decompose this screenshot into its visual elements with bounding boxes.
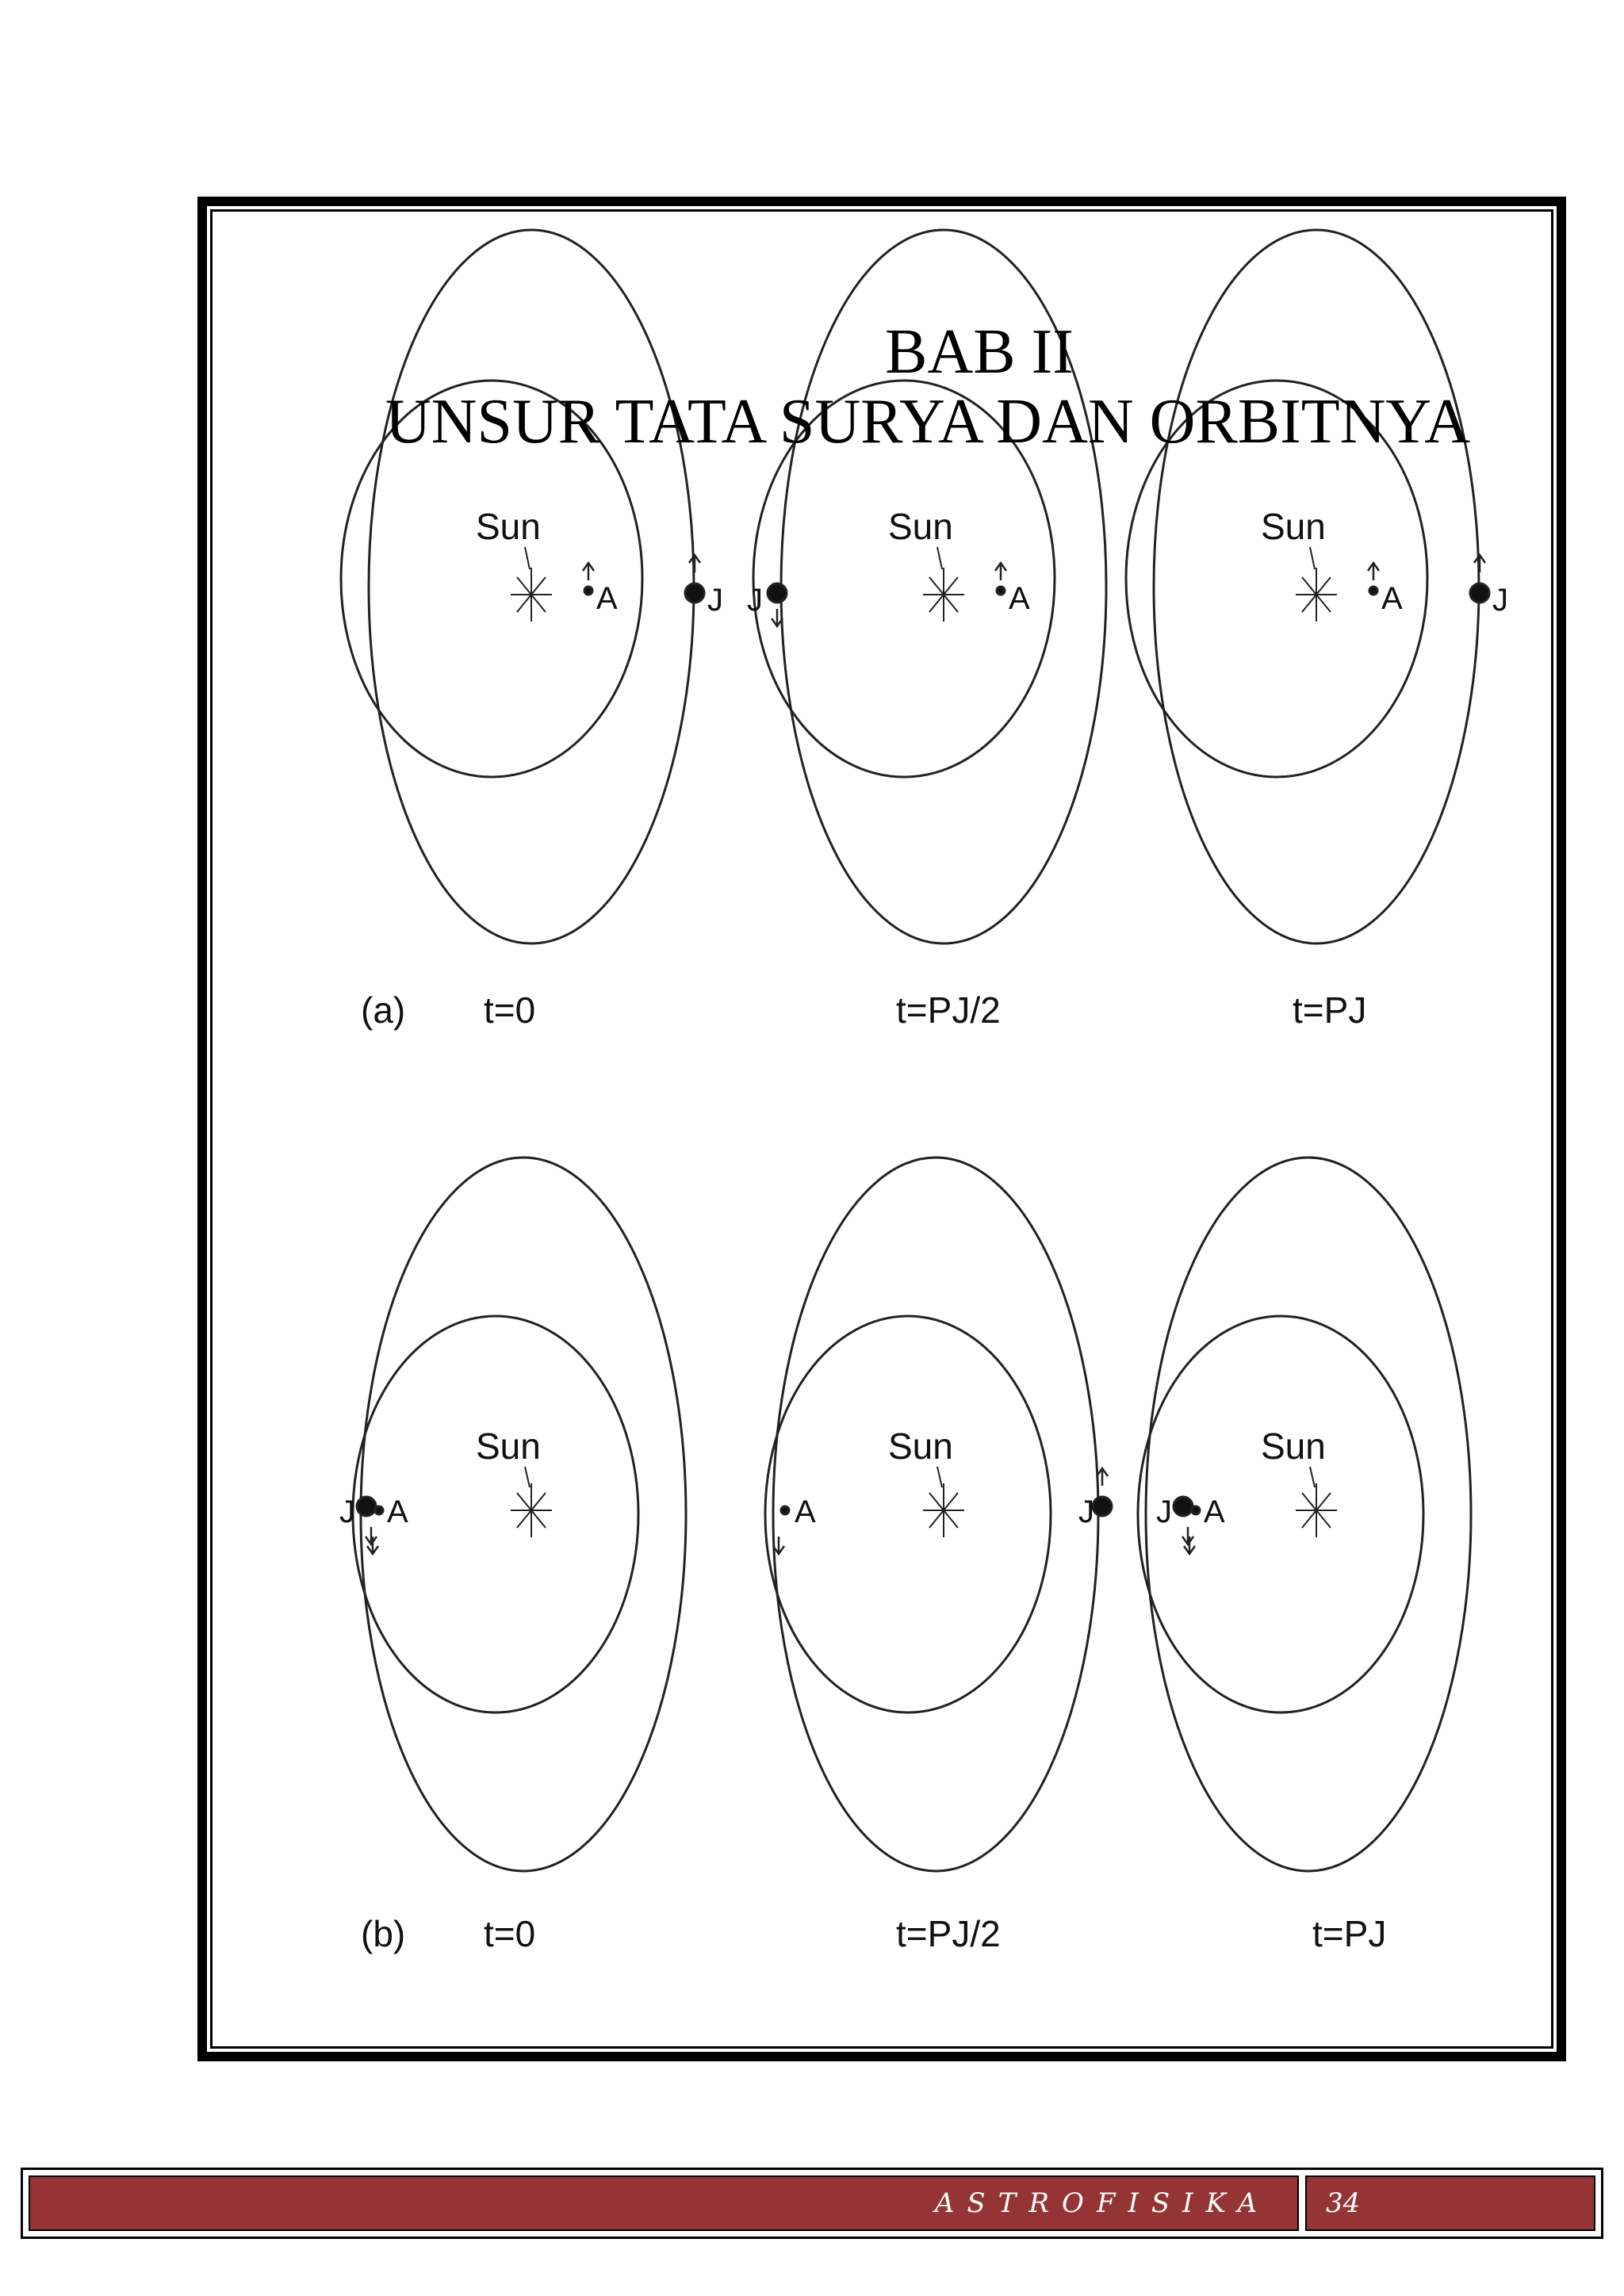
jupiter-label: J [339,1494,355,1529]
time-label: t=PJ [1312,1913,1387,1954]
asteroid-label: A [387,1494,408,1529]
sun-label: Sun [476,1425,541,1467]
asteroid-dot [1192,1506,1200,1514]
asteroid-label: A [1381,581,1403,616]
jupiter-dot [357,1497,376,1516]
asteroid-dot [997,587,1005,595]
jupiter-dot [1470,584,1489,603]
asteroid-dot [375,1506,383,1514]
sun-label: Sun [888,1425,953,1467]
footer-book-title: ASTROFISIKA [934,2187,1270,2219]
time-label: t=PJ/2 [896,1913,1001,1954]
asteroid-dot [584,587,592,595]
chapter-heading [341,317,1515,457]
asteroid-label: A [1009,581,1030,616]
time-label: t=PJ/2 [896,989,1001,1031]
asteroid-dot [781,1506,789,1514]
page-number: 34 [1326,2187,1361,2219]
sun-label: Sun [1261,506,1326,547]
time-label: t=0 [484,989,536,1031]
jupiter-dot [685,584,704,603]
row-label-a: (a) [361,989,406,1031]
jupiter-label: J [1156,1494,1172,1529]
sun-label: Sun [476,506,541,547]
jupiter-dot [768,584,787,603]
asteroid-dot [1369,587,1377,595]
time-label: t=0 [484,1913,536,1954]
sun-label: Sun [1261,1425,1326,1467]
time-label: t=PJ [1293,989,1367,1031]
jupiter-label: J [1078,1494,1094,1529]
asteroid-label: A [795,1494,816,1529]
jupiter-label: J [1492,583,1508,618]
jupiter-label: J [747,583,763,618]
sun-label-leader [937,547,942,569]
asteroid-label: A [596,581,618,616]
sun-label-leader [1310,547,1315,569]
chapter-title: UNSUR TATA SURYA DAN ORBITNYA [385,387,1471,457]
sun-label-leader [1310,1467,1315,1487]
sun-label-leader [937,1467,942,1487]
footer-divider [1297,2175,1307,2231]
jupiter-label: J [707,583,723,618]
sun-label-leader [525,1467,530,1487]
chapter-number: BAB II [885,317,1074,387]
jupiter-dot [1174,1497,1193,1516]
sun-label-leader [525,547,530,569]
asteroid-label: A [1204,1494,1225,1529]
sun-label: Sun [888,506,953,547]
jupiter-dot [1093,1497,1112,1516]
row-label-b: (b) [361,1913,406,1954]
